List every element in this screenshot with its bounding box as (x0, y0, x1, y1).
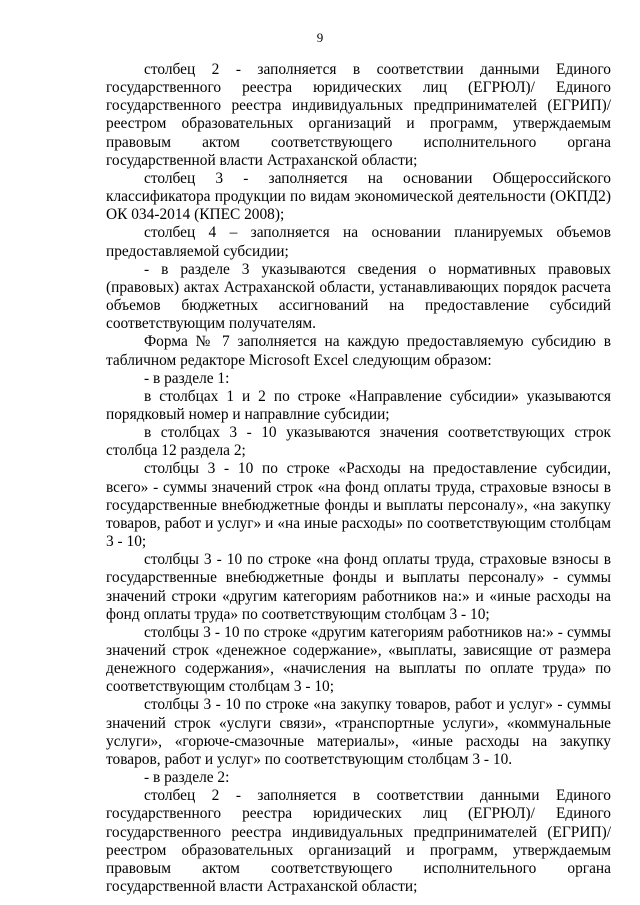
paragraph-section-3-acts: - в разделе 3 указываются сведения о нормативных правовых (правовых) актах Астраханской области, устанавливающих порядок расчета объемов бюджетных ассигнований на предоставление субсидий соответствующим получателям. (106, 260, 611, 333)
paragraph-column-2-egrul: столбец 2 - заполняется в соответствии данными Единого государственного реестра юридических лиц (ЕГРЮЛ)/ Единого государственного реестра индивидуальных предпринимателей (ЕГРИП)/ реестром образовательных организаций и программ, утверждаемым правовым актом соответствующего исполнительного органа государственной власти Астраханской области; (106, 61, 611, 169)
paragraph-other-workers: столбцы 3 - 10 по строке «другим категориям работников на:» - суммы значений строк «денежное содержание», «выплаты, зависящие от размера денежного содержания», «начисления на выплаты по оплате труда» по соответствующим столбцам 3 - 10; (106, 623, 611, 696)
paragraph-purchases: столбцы 3 - 10 по строке «на закупку товаров, работ и услуг» - суммы значений строк «услуги связи», «транспортные услуги», «коммунальные услуги», «горюче-смазочные материалы», «иные расходы на закупку товаров, работ и услуг» по соответствующим столбцам 3 - 10. (106, 696, 611, 768)
paragraph-section-2-heading: - в разделе 2: (144, 769, 230, 787)
paragraph-total-expenses: столбцы 3 - 10 по строке «Расходы на предоставление субсидии, всего» - суммы значений строк «на фонд оплаты труда, страховые взносы в государственные внебюджетные фонды и выплаты персоналу», «на закупку товаров, работ и услуг» и «на иные расходы» по соответствующим столбцам 3 - 10; (106, 460, 611, 551)
paragraph-payroll: столбцы 3 - 10 по строке «на фонд оплаты труда, страховые взносы в государственные внебюджетные фонды и выплаты персоналу» - суммы значений строки «другим категориям работников на:» и «иные расходы на фонд оплаты труда» по соответствующим столбцам 3 - 10; (106, 551, 611, 623)
paragraph-form-7-intro: Форма № 7 заполняется на каждую предоставляемую субсидию в табличном редакторе Microsoft Excel следующим образом: (106, 333, 611, 369)
paragraph-section-2-column-2: столбец 2 - заполняется в соответствии данными Единого государственного реестра юридических лиц (ЕГРЮЛ)/ Единого государственного реестра индивидуальных предпринимателей (ЕГРИП)/ реестром образовательных организаций и программ, утверждаемым правовым актом соответствующего исполнительного органа государственной власти Астраханской области; (106, 787, 611, 896)
paragraph-columns-1-2: в столбцах 1 и 2 по строке «Направление субсидии» указываются порядковый номер и направлние субсидии; (106, 387, 611, 423)
paragraph-column-3-okpd2: столбец 3 - заполняется на основании Общероссийского классификатора продукции по видам экономической деятельности (ОКПД2) ОК 034-2014 (КПЕС 2008); (106, 169, 611, 224)
document-body (106, 61, 611, 896)
page-number: 9 (316, 30, 324, 45)
paragraph-column-4-volumes: столбец 4 – заполняется на основании планируемых объемов предоставляемой субсидии; (106, 224, 611, 260)
paragraph-section-1-heading: - в разделе 1: (144, 369, 230, 387)
paragraph-columns-3-10-values: в столбцах 3 - 10 указываются значения соответствующих строк столбца 12 раздела 2; (106, 424, 611, 460)
